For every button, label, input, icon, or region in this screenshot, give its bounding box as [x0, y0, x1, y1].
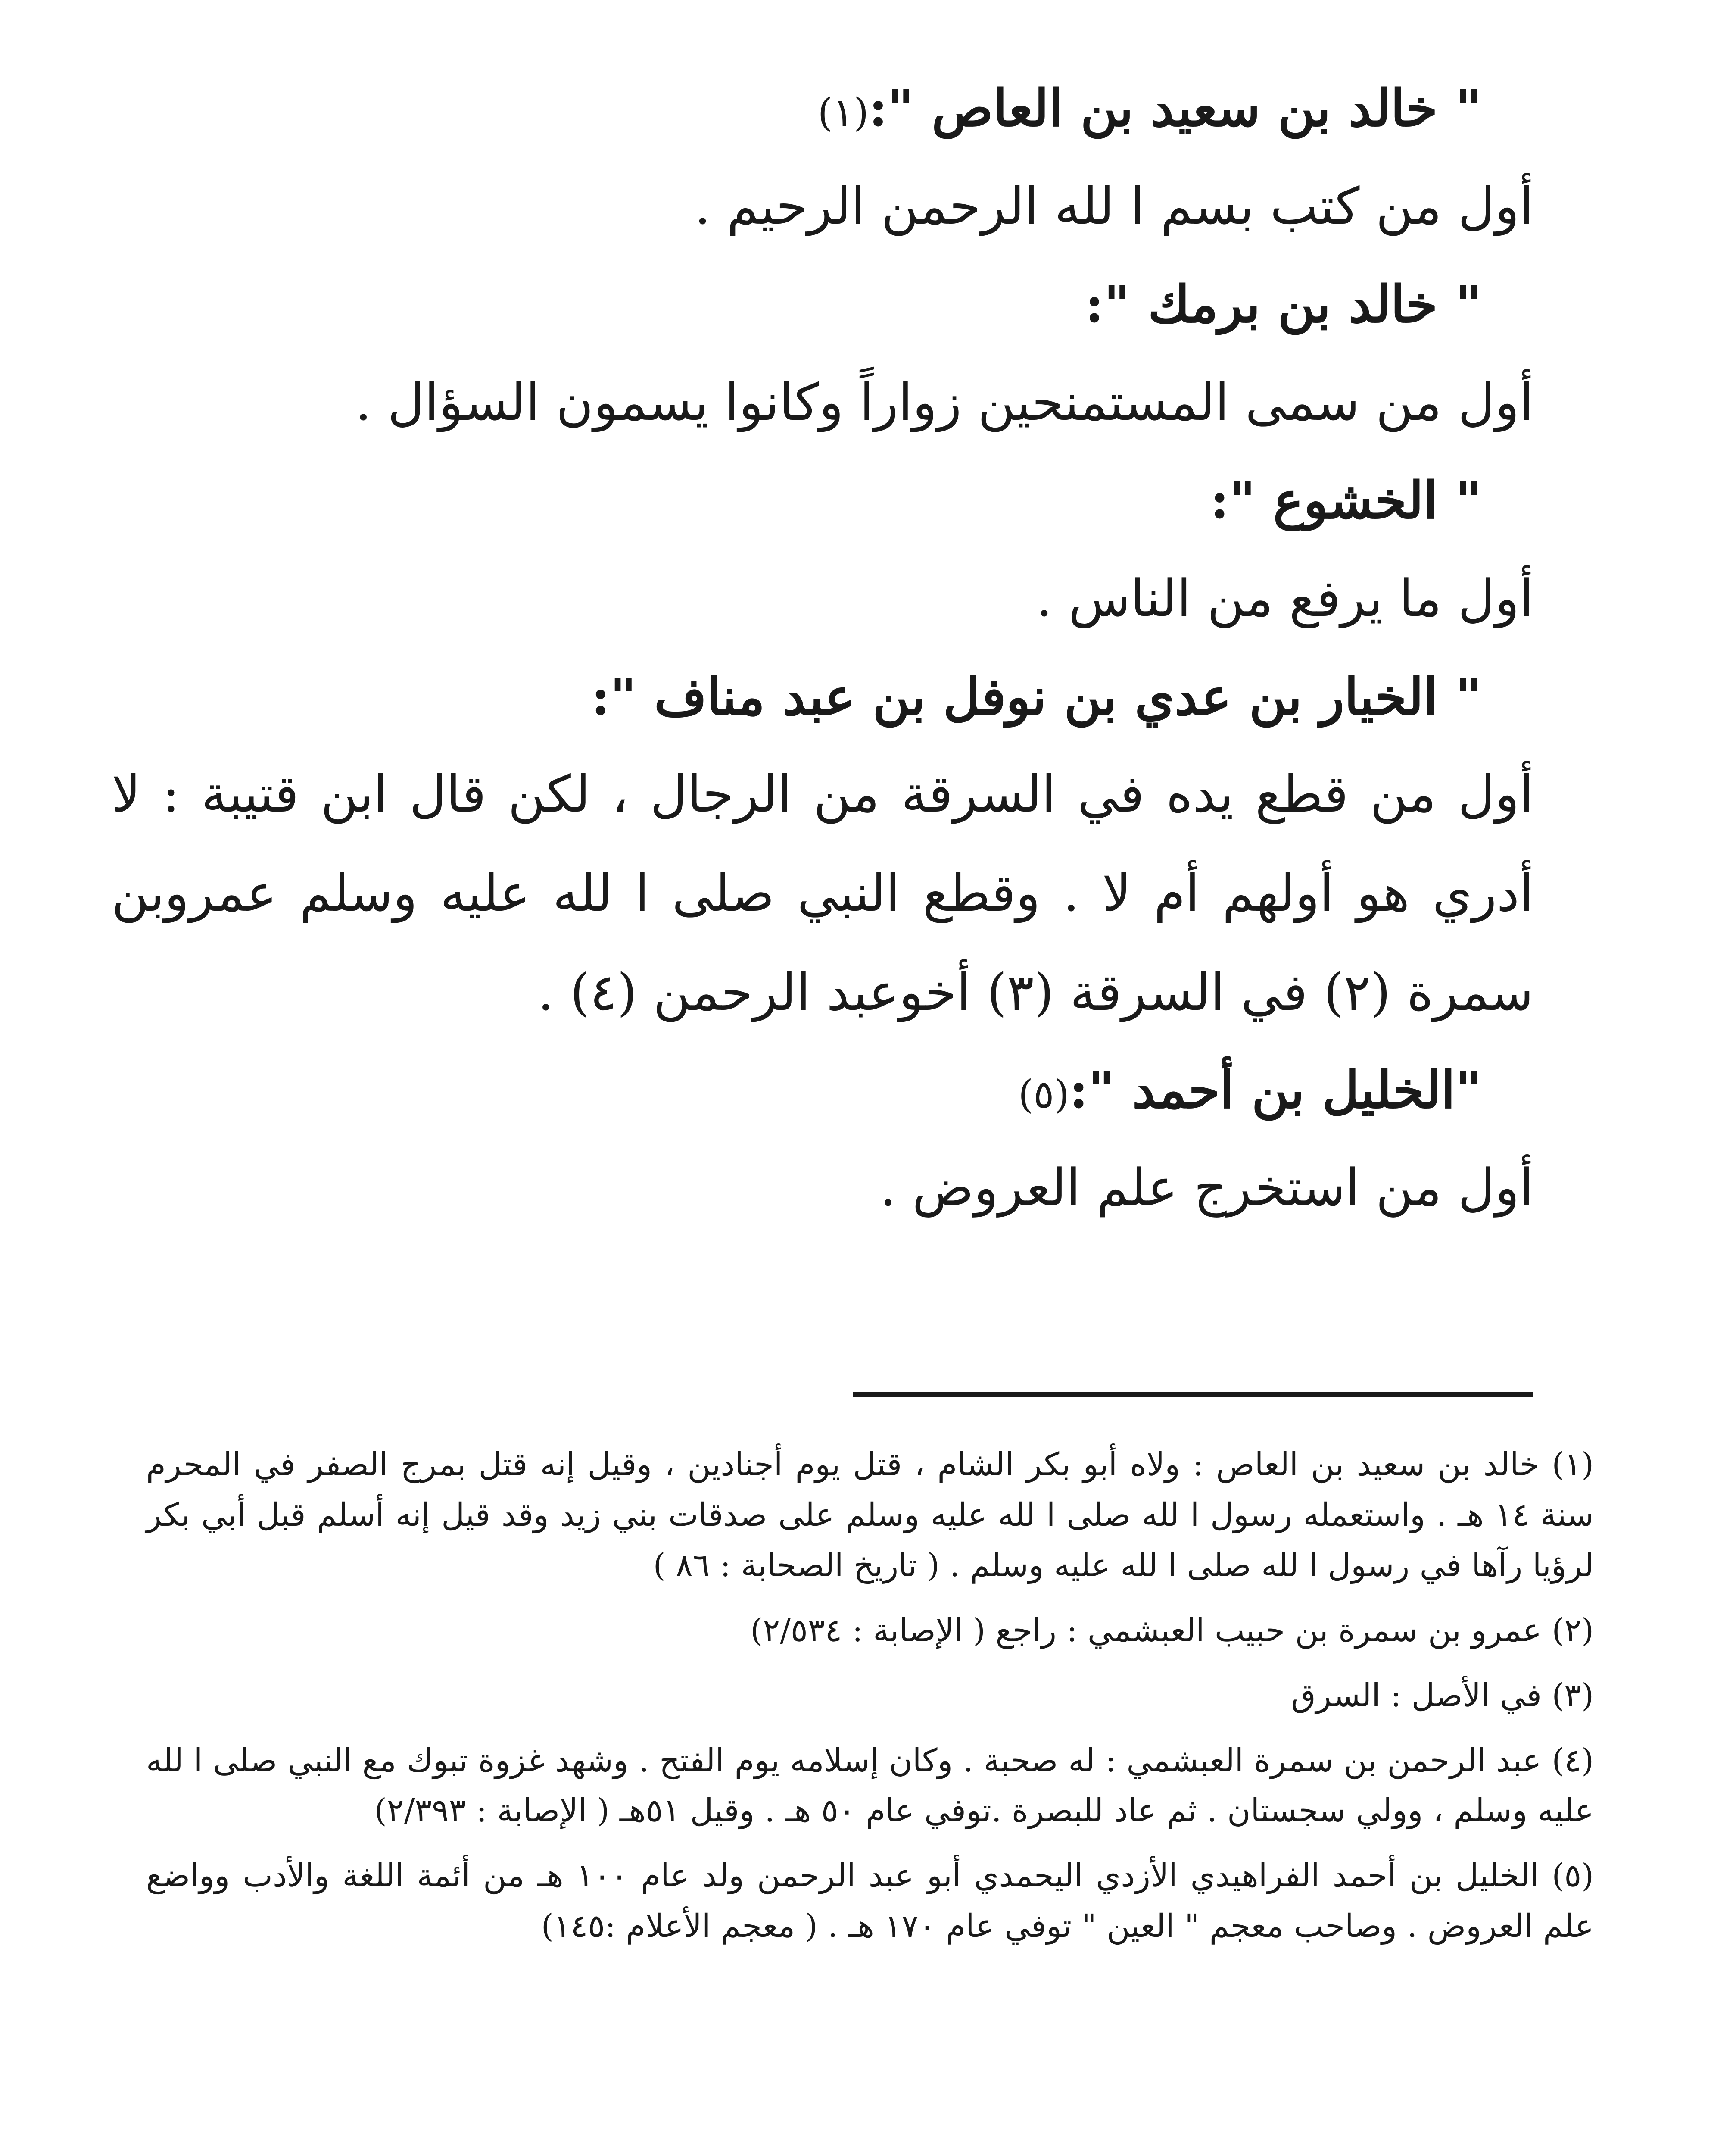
- footnote-ref: (٥): [1018, 1071, 1069, 1117]
- entry-heading: " الخشوع ":: [1210, 470, 1482, 531]
- entry-text: أول ما يرفع من الناس .: [1036, 568, 1533, 628]
- footnote: (٤) عبد الرحمن بن سمرة العبشمي : له صحبة . وكان إسلامه يوم الفتح . وشهد غزوة تبوك مع النبي صلى ا لله عليه وسلم ، وولي سجستان . ثم عاد للبصرة .توفي عام ٥٠ هـ . وقيل ٥١هـ ( الإصابة : ٢/٣٩٣): [146, 1742, 1594, 1830]
- footnote: (٢) عمرو بن سمرة بن حبيب العبشمي : راجع ( الإصابة : ٢/٥٣٤): [750, 1612, 1594, 1649]
- entry-heading: " خالد بن برمك ":: [1085, 274, 1482, 334]
- entry-heading: " الخيار بن عدي بن نوفل بن عبد مناف ":: [591, 666, 1482, 727]
- entry-text: أول من كتب بسم ا لله الرحمن الرحيم .: [694, 176, 1533, 236]
- main-text: [112, 78, 1533, 1238]
- footnotes: [146, 1440, 1594, 1966]
- entry-text: أول من استخرج علم العروض .: [880, 1158, 1533, 1218]
- footnote: (١) خالد بن سعيد بن العاص : ولاه أبو بكر الشام ، قتل يوم أجنادين ، وقيل إنه قتل بمرج الصفر في المحرم سنة ١٤ هـ . واستعمله رسول ا لله صلى ا لله عليه وسلم على صدقات بني زيد وقد قيل إنه أسلم قبل أبي بكر لرؤيا رآها في رسول ا لله صلى ا لله عليه وسلم . ( تاريخ الصحابة : ٨٦ ): [146, 1446, 1594, 1584]
- footnote: (٥) الخليل بن أحمد الفراهيدي الأزدي اليحمدي أبو عبد الرحمن ولد عام ١٠٠ هـ من أئمة اللغة والأدب وواضع علم العروض . وصاحب معجم " العين " توفي عام ١٧٠ هـ . ( معجم الأعلام :١٤٥): [146, 1857, 1594, 1945]
- entry-text: أول من قطع يده في السرقة من الرجال ، لكن قال ابن قتيبة : لا أدري هو أولهم أم لا . وقطع النبي صلى ا لله عليه وسلم عمروبن سمرة (٢) في السرقة (٣) أخوعبد الرحمن (٤) .: [112, 764, 1533, 1022]
- entry-text: أول من سمى المستمنحين زواراً وكانوا يسمون السؤال .: [355, 372, 1533, 432]
- entry-heading: " خالد بن سعيد بن العاص ":(١): [817, 78, 1482, 138]
- footnote-ref: (١): [817, 90, 869, 135]
- footnote: (٣) في الأصل : السرق: [1291, 1677, 1594, 1714]
- entry-heading: "الخليل بن أحمد ":(٥): [1018, 1059, 1482, 1120]
- footnote-separator: [853, 1392, 1533, 1397]
